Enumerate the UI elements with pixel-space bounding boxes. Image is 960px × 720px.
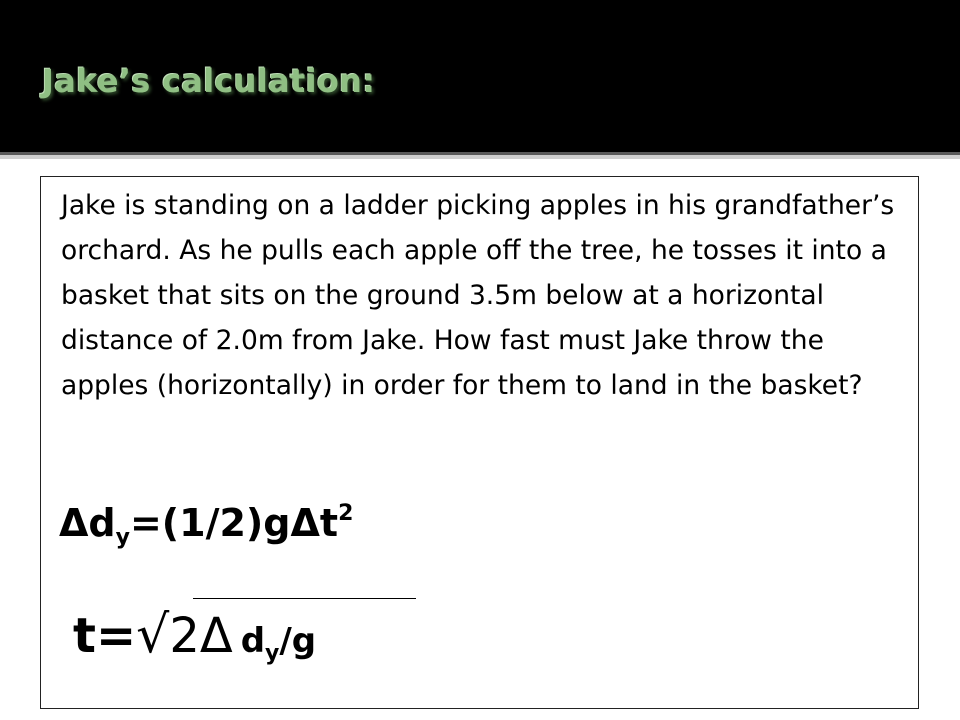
problem-statement: Jake is standing on a ladder picking apples in his grandfather’s orchard. As he pulls each apple off the tree, he tosses it into a basket that sits on the ground 3.5m below at a horizontal distance of 2.0m from Jake. How fast must Jake throw the apples (horizontally) in order for them to land in the basket? bbox=[61, 190, 895, 401]
equation-2-radicand-subscript: y bbox=[265, 641, 280, 666]
slide-title: Jake’s calculation: bbox=[42, 62, 376, 100]
square-root-sign: √ bbox=[136, 605, 170, 665]
time-equation bbox=[73, 605, 316, 666]
equation-1-rhs-superscript: 2 bbox=[338, 501, 354, 526]
equation-2-radicand-rest bbox=[240, 621, 317, 666]
displacement-equation bbox=[59, 501, 353, 550]
equation-1-rhs: =(1/2)gΔt bbox=[129, 501, 339, 545]
equation-2-radicand-var: d bbox=[240, 621, 266, 661]
radical-vinculum bbox=[193, 598, 416, 599]
equation-1-lhs-subscript: y bbox=[115, 525, 130, 550]
equation-2-radicand-prefix: 2Δ bbox=[169, 608, 233, 664]
equation-2-radicand-suffix: /g bbox=[279, 621, 317, 661]
equation-1-lhs-symbol: Δd bbox=[59, 501, 116, 545]
title-divider-light bbox=[0, 155, 960, 159]
equation-2-lhs: t= bbox=[73, 608, 137, 664]
title-bar bbox=[0, 0, 960, 152]
content-box bbox=[40, 176, 919, 709]
